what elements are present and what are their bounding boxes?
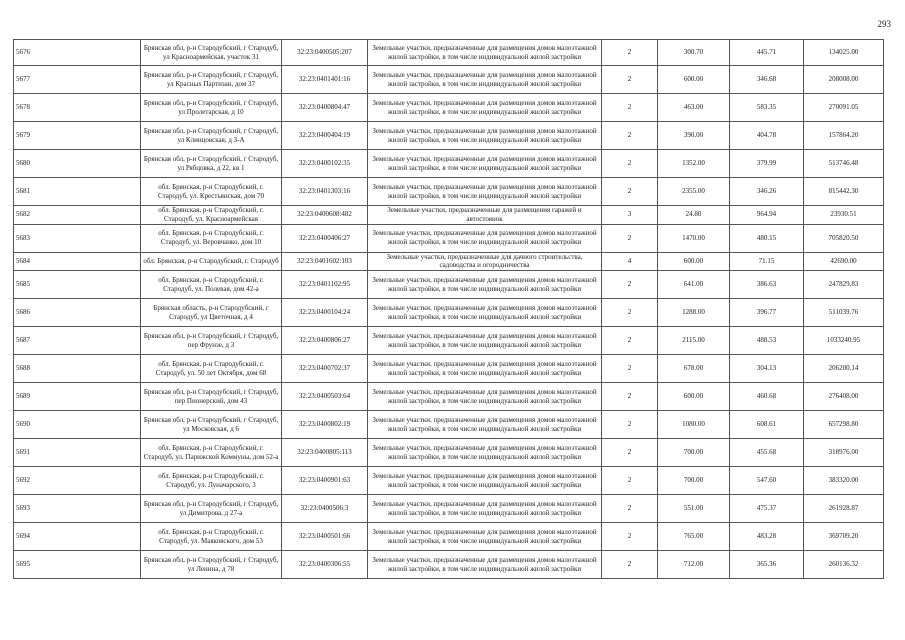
cadastral-value-cell: 657298.80 [804, 411, 884, 439]
cadastral-value-cell: 369709.20 [804, 523, 884, 551]
specific-value-cell: 346.26 [730, 178, 804, 206]
land-use-cell: Земельные участки, предназначенные для размещения домов малоэтажной жилой застройки, в том числе индивидуальной жилой застройки [368, 495, 602, 523]
area-cell: 641.00 [658, 271, 730, 299]
specific-value-cell: 396.77 [730, 299, 804, 327]
table-row [14, 299, 884, 327]
specific-value-cell: 480.15 [730, 224, 804, 252]
cadastral-value-cell: 383320.00 [804, 467, 884, 495]
land-use-cell: Земельные участки, предназначенные для размещения домов малоэтажной жилой застройки, в том числе индивидуальной жилой застройки [368, 551, 602, 579]
land-plots-table [13, 39, 884, 579]
specific-value-cell: 460.68 [730, 383, 804, 411]
category-cell: 2 [602, 224, 658, 252]
row-number-cell: 5689 [14, 383, 141, 411]
cadastral-number-cell: 32:23:0401602:103 [282, 252, 368, 271]
row-number-cell: 5686 [14, 299, 141, 327]
category-cell: 2 [602, 355, 658, 383]
land-use-cell: Земельные участки, предназначенные для размещения гаражей и автостоянок [368, 206, 602, 225]
table-row [14, 206, 884, 225]
cadastral-number-cell: 32:23:0400505:207 [282, 40, 368, 66]
address-cell: Брянская обл, р-н Стародубский, г Стародуб, ул Красных Партизан, дом 37 [141, 66, 282, 94]
table-row [14, 355, 884, 383]
table-row [14, 495, 884, 523]
category-cell: 2 [602, 327, 658, 355]
cadastral-number-cell: 32:23:0400806:27 [282, 327, 368, 355]
row-number-cell: 5685 [14, 271, 141, 299]
category-cell: 2 [602, 299, 658, 327]
category-cell: 2 [602, 495, 658, 523]
row-number-cell: 5676 [14, 40, 141, 66]
area-cell: 1352.00 [658, 150, 730, 178]
address-cell: Брянская обл, р-н Стародубский, г Стародуб, ул Рябцовка, д 22, кв 1 [141, 150, 282, 178]
cadastral-value-cell: 815442.30 [804, 178, 884, 206]
address-cell: Брянская обл, р-н Стародубский, г Стародуб, ул Красноармейская, участок 31 [141, 40, 282, 66]
row-number-cell: 5692 [14, 467, 141, 495]
category-cell: 3 [602, 206, 658, 225]
area-cell: 463.00 [658, 94, 730, 122]
address-cell: Брянская обл, р-н Стародубский, г Стародуб, ул Московская, д 6 [141, 411, 282, 439]
area-cell: 600.00 [658, 66, 730, 94]
cadastral-value-cell: 260136.32 [804, 551, 884, 579]
cadastral-number-cell: 32:23:0400608:482 [282, 206, 368, 225]
area-cell: 765.00 [658, 523, 730, 551]
cadastral-number-cell: 32:23:0400804:47 [282, 94, 368, 122]
land-use-cell: Земельные участки, предназначенные для размещения домов малоэтажной жилой застройки, в том числе индивидуальной жилой застройки [368, 355, 602, 383]
cadastral-value-cell: 270091.05 [804, 94, 884, 122]
row-number-cell: 5678 [14, 94, 141, 122]
row-number-cell: 5684 [14, 252, 141, 271]
cadastral-number-cell: 32:23:0401102:95 [282, 271, 368, 299]
area-cell: 1080.00 [658, 411, 730, 439]
category-cell: 2 [602, 150, 658, 178]
area-cell: 2355.00 [658, 178, 730, 206]
land-use-cell: Земельные участки, предназначенные для размещения домов малоэтажной жилой застройки, в том числе индивидуальной жилой застройки [368, 523, 602, 551]
land-use-cell: Земельные участки, предназначенные для размещения домов малоэтажной жилой застройки, в том числе индивидуальной жилой застройки [368, 299, 602, 327]
cadastral-number-cell: 32:23:0401303:16 [282, 178, 368, 206]
cadastral-number-cell: 32:23:0400802:19 [282, 411, 368, 439]
cadastral-value-cell: 134025.00 [804, 40, 884, 66]
address-cell: обл. Брянская, р-н Стародубский, г. Стародуб, ул. Маяковского, дом 53 [141, 523, 282, 551]
category-cell: 2 [602, 551, 658, 579]
area-cell: 24.80 [658, 206, 730, 225]
cadastral-number-cell: 32:23:0400805:113 [282, 439, 368, 467]
cadastral-number-cell: 32:23:0400404:19 [282, 122, 368, 150]
cadastral-value-cell: 1033240.95 [804, 327, 884, 355]
row-number-cell: 5694 [14, 523, 141, 551]
cadastral-value-cell: 261928.87 [804, 495, 884, 523]
table-row [14, 411, 884, 439]
page-number: 293 [877, 19, 891, 29]
land-use-cell: Земельные участки, предназначенные для размещения домов малоэтажной жилой застройки, в том числе индивидуальной жилой застройки [368, 383, 602, 411]
category-cell: 2 [602, 439, 658, 467]
cadastral-value-cell: 206200.14 [804, 355, 884, 383]
row-number-cell: 5681 [14, 178, 141, 206]
table-row [14, 94, 884, 122]
cadastral-value-cell: 42690.00 [804, 252, 884, 271]
area-cell: 551.00 [658, 495, 730, 523]
address-cell: обл. Брянская, р-н Стародубский, г. Стародуб, ул. Крестьянская, дом 70 [141, 178, 282, 206]
cadastral-number-cell: 32:23:0400102:35 [282, 150, 368, 178]
table-row [14, 551, 884, 579]
area-cell: 300.70 [658, 40, 730, 66]
address-cell: обл. Брянская, р-н Стародубский, г. Стародуб, ул. Парижской Коммуны, дом 52-а [141, 439, 282, 467]
specific-value-cell: 71.15 [730, 252, 804, 271]
table-row [14, 383, 884, 411]
row-number-cell: 5682 [14, 206, 141, 225]
address-cell: Брянская обл, р-н Стародубский, г Стародуб, пер Фрунзе, д 3 [141, 327, 282, 355]
specific-value-cell: 445.71 [730, 40, 804, 66]
cadastral-value-cell: 157864.20 [804, 122, 884, 150]
specific-value-cell: 483.28 [730, 523, 804, 551]
area-cell: 600.00 [658, 252, 730, 271]
row-number-cell: 5690 [14, 411, 141, 439]
row-number-cell: 5679 [14, 122, 141, 150]
table-row [14, 252, 884, 271]
cadastral-number-cell: 32:23:0400406:27 [282, 224, 368, 252]
address-cell: Брянская обл, р-н Стародубский, г Стародуб, ул Ленина, д 78 [141, 551, 282, 579]
land-use-cell: Земельные участки, предназначенные для размещения домов малоэтажной жилой застройки, в том числе индивидуальной жилой застройки [368, 439, 602, 467]
category-cell: 2 [602, 122, 658, 150]
table-row [14, 327, 884, 355]
cadastral-value-cell: 247829.83 [804, 271, 884, 299]
specific-value-cell: 488.53 [730, 327, 804, 355]
address-cell: обл. Брянская, р-н Стародубский, г. Стародуб, ул. Красноармейская [141, 206, 282, 225]
land-use-cell: Земельные участки, предназначенные для дачного строительства, садоводства и огородничества [368, 252, 602, 271]
category-cell: 2 [602, 271, 658, 299]
category-cell: 2 [602, 66, 658, 94]
cadastral-value-cell: 513746.48 [804, 150, 884, 178]
address-cell: Брянская область, р-н Стародубский, г Стародуб, ул Цветочная, д 4 [141, 299, 282, 327]
table-row [14, 224, 884, 252]
area-cell: 700.00 [658, 439, 730, 467]
area-cell: 1470.00 [658, 224, 730, 252]
specific-value-cell: 547.60 [730, 467, 804, 495]
land-use-cell: Земельные участки, предназначенные для размещения домов малоэтажной жилой застройки, в том числе индивидуальной жилой застройки [368, 94, 602, 122]
row-number-cell: 5693 [14, 495, 141, 523]
cadastral-number-cell: 32:23:0400503:64 [282, 383, 368, 411]
cadastral-number-cell: 32:23:0400901:63 [282, 467, 368, 495]
specific-value-cell: 455.68 [730, 439, 804, 467]
category-cell: 2 [602, 467, 658, 495]
land-use-cell: Земельные участки, предназначенные для размещения домов малоэтажной жилой застройки, в том числе индивидуальной жилой застройки [368, 327, 602, 355]
row-number-cell: 5695 [14, 551, 141, 579]
table-row [14, 66, 884, 94]
address-cell: Брянская обл, р-н Стародубский, г Стародуб, ул Димитрова, д 27-а [141, 495, 282, 523]
table-row [14, 467, 884, 495]
area-cell: 600.00 [658, 383, 730, 411]
category-cell: 2 [602, 178, 658, 206]
row-number-cell: 5683 [14, 224, 141, 252]
specific-value-cell: 964.94 [730, 206, 804, 225]
specific-value-cell: 346.68 [730, 66, 804, 94]
land-use-cell: Земельные участки, предназначенные для размещения домов малоэтажной жилой застройки, в том числе индивидуальной жилой застройки [368, 271, 602, 299]
land-use-cell: Земельные участки, предназначенные для размещения домов малоэтажной жилой застройки, в том числе индивидуальной жилой застройки [368, 224, 602, 252]
specific-value-cell: 365.36 [730, 551, 804, 579]
area-cell: 1288.00 [658, 299, 730, 327]
table-row [14, 439, 884, 467]
category-cell: 2 [602, 40, 658, 66]
table-row [14, 523, 884, 551]
specific-value-cell: 404.78 [730, 122, 804, 150]
cadastral-number-cell: 32:23:0400306:55 [282, 551, 368, 579]
cadastral-value-cell: 511039.76 [804, 299, 884, 327]
land-use-cell: Земельные участки, предназначенные для размещения домов малоэтажной жилой застройки, в том числе индивидуальной жилой застройки [368, 411, 602, 439]
area-cell: 712.00 [658, 551, 730, 579]
cadastral-number-cell: 32:23:0401401:16 [282, 66, 368, 94]
row-number-cell: 5688 [14, 355, 141, 383]
address-cell: Брянская обл, р-н Стародубский, г Стародуб, ул Клинцовская, д 3-А [141, 122, 282, 150]
area-cell: 678.00 [658, 355, 730, 383]
cadastral-number-cell: 32:23:0400104:24 [282, 299, 368, 327]
land-use-cell: Земельные участки, предназначенные для размещения домов малоэтажной жилой застройки, в том числе индивидуальной жилой застройки [368, 467, 602, 495]
address-cell: обл. Брянская, р-н Стародубский, г. Стародуб, ул. Луначарского, 3 [141, 467, 282, 495]
area-cell: 700.00 [658, 467, 730, 495]
category-cell: 2 [602, 383, 658, 411]
cadastral-value-cell: 318976.00 [804, 439, 884, 467]
land-use-cell: Земельные участки, предназначенные для размещения домов малоэтажной жилой застройки, в том числе индивидуальной жилой застройки [368, 178, 602, 206]
row-number-cell: 5680 [14, 150, 141, 178]
table-row [14, 178, 884, 206]
category-cell: 4 [602, 252, 658, 271]
cadastral-value-cell: 23930.51 [804, 206, 884, 225]
address-cell: обл. Брянская, р-н Стародубский, г. Стародуб, ул. 50 лет Октября, дом 68 [141, 355, 282, 383]
area-cell: 390.00 [658, 122, 730, 150]
table-body [14, 40, 884, 579]
specific-value-cell: 608.61 [730, 411, 804, 439]
cadastral-number-cell: 32:23:0400702:37 [282, 355, 368, 383]
specific-value-cell: 386.63 [730, 271, 804, 299]
land-use-cell: Земельные участки, предназначенные для размещения домов малоэтажной жилой застройки, в том числе индивидуальной жилой застройки [368, 40, 602, 66]
address-cell: обл. Брянская, р-н Стародубский, г. Стародуб, ул. Веровчанко, дом 10 [141, 224, 282, 252]
land-use-cell: Земельные участки, предназначенные для размещения домов малоэтажной жилой застройки, в том числе индивидуальной жилой застройки [368, 150, 602, 178]
area-cell: 2115.00 [658, 327, 730, 355]
address-cell: Брянская обл, р-н Стародубский, г Стародуб, ул Пролетарская, д 10 [141, 94, 282, 122]
cadastral-value-cell: 208008.00 [804, 66, 884, 94]
table-row [14, 122, 884, 150]
category-cell: 2 [602, 411, 658, 439]
cadastral-number-cell: 32:23:0400501:66 [282, 523, 368, 551]
cadastral-value-cell: 705820.50 [804, 224, 884, 252]
specific-value-cell: 379.99 [730, 150, 804, 178]
category-cell: 2 [602, 94, 658, 122]
address-cell: обл. Брянская, р-н Стародубский, г. Стародуб [141, 252, 282, 271]
address-cell: обл. Брянская, р-н Стародубский, г. Стародуб, ул. Полевая, дом 42-а [141, 271, 282, 299]
land-use-cell: Земельные участки, предназначенные для размещения домов малоэтажной жилой застройки, в том числе индивидуальной жилой застройки [368, 122, 602, 150]
row-number-cell: 5687 [14, 327, 141, 355]
table-row [14, 271, 884, 299]
row-number-cell: 5691 [14, 439, 141, 467]
table-row [14, 150, 884, 178]
address-cell: Брянская обл, р-н Стародубский, г Стародуб, пер Пионерский, дом 43 [141, 383, 282, 411]
specific-value-cell: 304.13 [730, 355, 804, 383]
cadastral-value-cell: 276408.00 [804, 383, 884, 411]
cadastral-number-cell: 32:23:0400506:3 [282, 495, 368, 523]
table-row [14, 40, 884, 66]
row-number-cell: 5677 [14, 66, 141, 94]
category-cell: 2 [602, 523, 658, 551]
land-use-cell: Земельные участки, предназначенные для размещения домов малоэтажной жилой застройки, в том числе индивидуальной жилой застройки [368, 66, 602, 94]
specific-value-cell: 583.35 [730, 94, 804, 122]
specific-value-cell: 475.37 [730, 495, 804, 523]
